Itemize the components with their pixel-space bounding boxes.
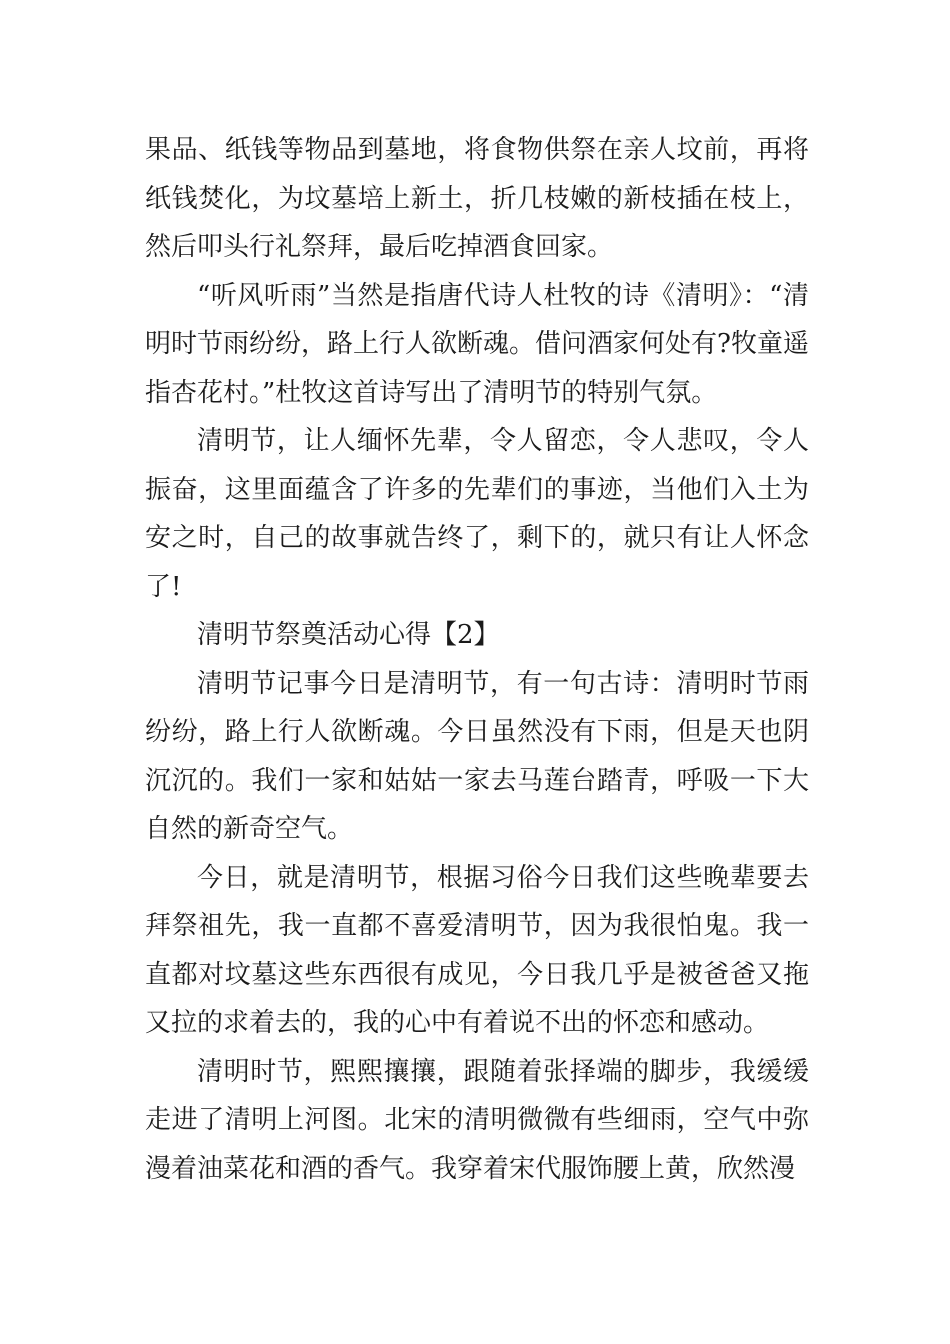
- paragraph-remembrance: 清明节，让人缅怀先辈，令人留恋，令人悲叹，令人振奋，这里面蕴含了许多的先辈们的事迹，当他们入土为安之时，自己的故事就告终了，剩下的，就只有让人怀念了!: [145, 426, 809, 602]
- paragraph-dumu-poem: “听风听雨”当然是指唐代诗人杜牧的诗《清明》：“清明时节雨纷纷，路上行人欲断魂。借问酒家何处有?牧童遥指杏花村。”杜牧这首诗写出了清明节的特别气氛。: [145, 280, 809, 408]
- section-heading: 清明节祭奠活动心得【2】: [197, 620, 500, 650]
- paragraph-offering: 果品、纸钱等物品到墓地，将食物供祭在亲人坟前，再将纸钱焚化，为坟墓培上新土，折几枝嫩的新枝插在枝上，然后叩头行礼祭拜，最后吃掉酒食回家。: [145, 135, 809, 262]
- paragraph-ancestor-worship: 今日，就是清明节，根据习俗今日我们这些晚辈要去拜祭祖先，我一直都不喜爱清明节，因为我很怕鬼。我一直都对坟墓这些东西很有成见，今日我几乎是被爸爸又拖又拉的求着去的，我的心中有着说不出的怀恋和感动。: [145, 862, 809, 1038]
- document-body: [145, 126, 809, 1193]
- paragraph-outing: 清明节记事今日是清明节，有一句古诗：清明时节雨纷纷，路上行人欲断魂。今日虽然没有下雨，但是天也阴沉沉的。我们一家和姑姑一家去马莲台踏青，呼吸一下大自然的新奇空气。: [145, 668, 809, 844]
- paragraph-qingming-painting: 清明时节，熙熙攘攘，跟随着张择端的脚步，我缓缓走进了清明上河图。北宋的清明微微有些细雨，空气中弥漫着油菜花和酒的香气。我穿着宋代服饰腰上黄，欣然漫: [145, 1056, 809, 1184]
